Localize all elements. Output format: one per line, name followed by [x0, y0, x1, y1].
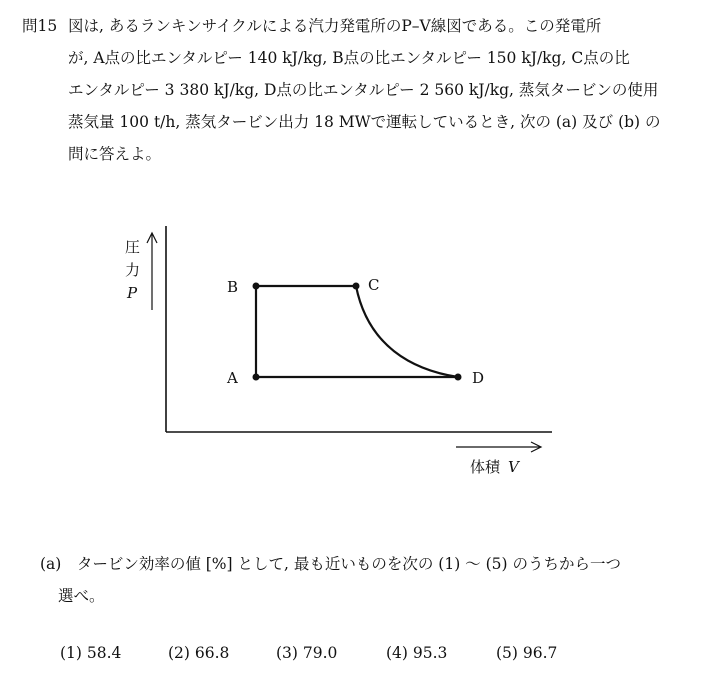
choice-3[interactable]	[276, 644, 337, 662]
point-d-label: D	[472, 369, 485, 387]
x-axis-symbol: V	[508, 458, 519, 476]
point-c-marker	[353, 283, 360, 290]
point-a-marker	[253, 374, 260, 381]
choice-value: 95.3	[412, 644, 448, 662]
choice-label: (5)	[496, 644, 518, 662]
y-axis-symbol: P	[127, 284, 138, 302]
point-d-marker	[455, 374, 462, 381]
choice-label: (4)	[386, 644, 408, 662]
choice-value: 58.4	[86, 644, 122, 662]
choice-2[interactable]	[168, 644, 229, 662]
point-b-label: B	[227, 278, 239, 296]
x-axis-label: 体積	[470, 458, 501, 476]
choice-4[interactable]	[386, 644, 447, 662]
y-axis-label-1: 圧	[125, 238, 141, 256]
choice-label: (2)	[168, 644, 190, 662]
point-a-label: A	[227, 369, 238, 387]
choice-label: (1)	[60, 644, 82, 662]
sub-question-a	[40, 548, 690, 612]
y-axis-label-2: 力	[125, 261, 141, 279]
question-line-1: 問15 図は, あるランキンサイクルによる汽力発電所のP–V線図である。この発電所	[22, 10, 702, 42]
point-c-label: C	[368, 276, 380, 294]
sub-question-line-1: (a) タービン効率の値 [%] として, 最も近いものを次の (1) ～ (5) のうちから一つ	[40, 555, 621, 573]
choice-1[interactable]	[60, 644, 121, 662]
question-line-3: エンタルピー 3 380 kJ/kg, D点の比エンタルピー 2 560 kJ/kg, 蒸気タービンの使用	[68, 81, 659, 99]
question-line-4: 蒸気量 100 t/h, 蒸気タービン出力 18 MWで運転しているとき, 次の (a) 及び (b) の	[68, 113, 661, 131]
point-b-marker	[253, 283, 260, 290]
question-line-2: が, A点の比エンタルピー 140 kJ/kg, B点の比エンタルピー 150 kJ/kg, C点の比	[68, 49, 630, 67]
sub-question-line-2: 選べ。	[58, 587, 105, 605]
choice-5[interactable]	[496, 644, 557, 662]
cycle-edge-c-d	[356, 286, 458, 377]
choice-value: 96.7	[522, 644, 558, 662]
question-line-5: 問に答えよ。	[68, 145, 162, 163]
choice-value: 79.0	[302, 644, 338, 662]
choice-label: (3)	[276, 644, 298, 662]
question-number: 問15	[22, 17, 58, 35]
choice-value: 66.8	[194, 644, 230, 662]
